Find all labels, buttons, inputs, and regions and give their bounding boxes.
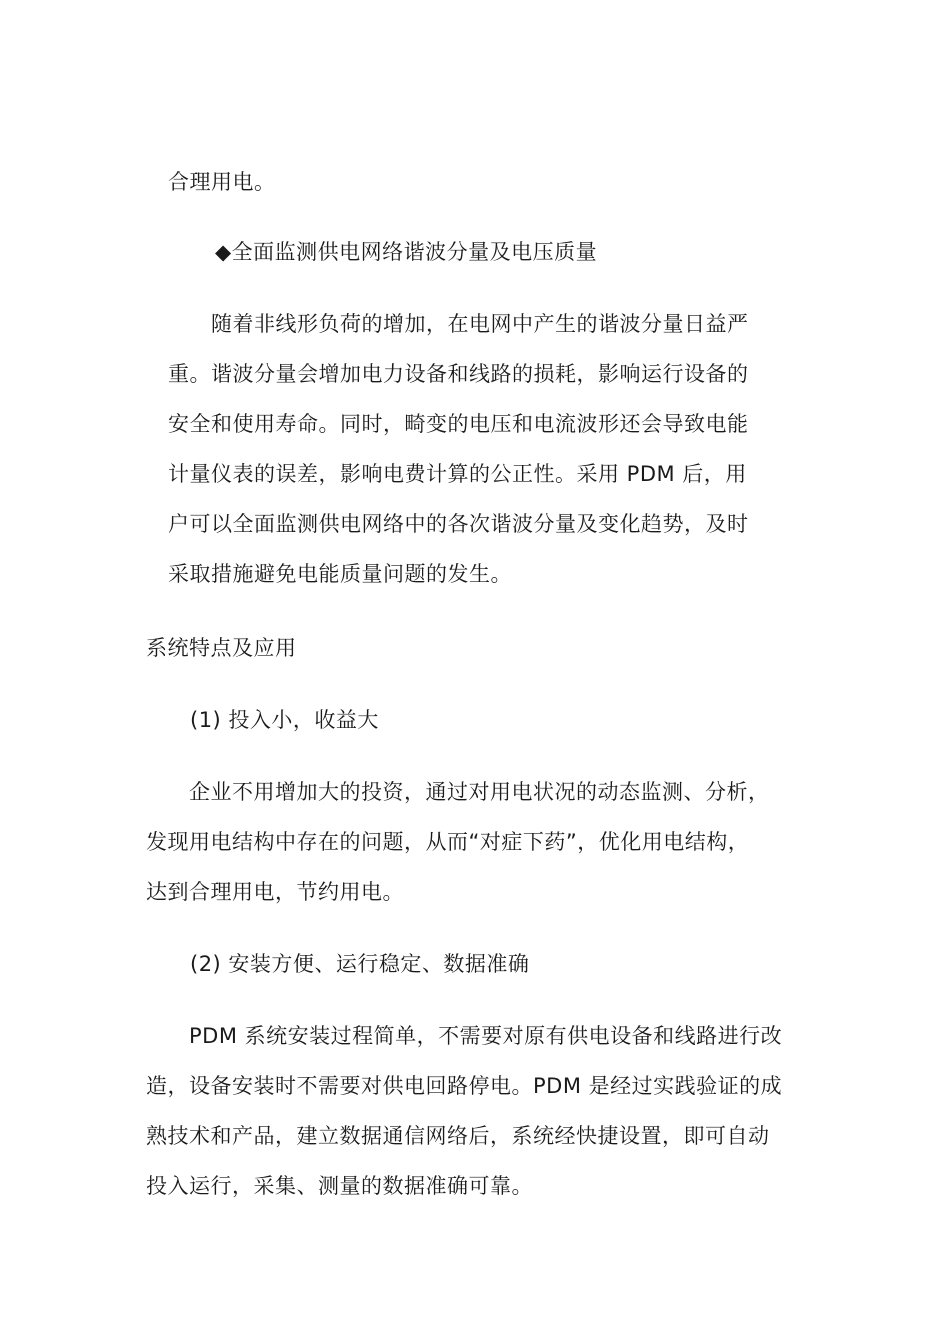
- text-line: 达到合理用电，节约用电。: [146, 880, 404, 904]
- text-line: 安全和使用寿命。同时，畸变的电压和电流波形还会导致电能: [168, 412, 749, 436]
- text-line: 重。谐波分量会增加电力设备和线路的损耗，影响运行设备的: [168, 362, 749, 386]
- text-line: 发现用电结构中存在的问题，从而“对症下药”，优化用电结构，: [146, 830, 750, 854]
- text-line: 熟技术和产品，建立数据通信网络后，系统经快捷设置，即可自动: [146, 1124, 770, 1148]
- text-line: 计量仪表的误差，影响电费计算的公正性。采用 PDM 后，用: [168, 462, 747, 486]
- text-line: 投入运行，采集、测量的数据准确可靠。: [146, 1174, 533, 1198]
- item-2-body: [146, 1011, 782, 1211]
- text-line: 随着非线形负荷的增加，在电网中产生的谐波分量日益严: [211, 312, 749, 336]
- text-line: 户可以全面监测供电网络中的各次谐波分量及变化趋势，及时: [168, 512, 749, 536]
- paragraph-continuation: [168, 157, 276, 207]
- text-line: 采取措施避免电能质量问题的发生。: [168, 562, 512, 586]
- paragraph-harmonics: [168, 299, 749, 599]
- item-1-title: [190, 695, 379, 745]
- text-line: 合理用电。: [168, 170, 276, 194]
- text-line: 企业不用增加大的投资，通过对用电状况的动态监测、分析，: [189, 780, 770, 804]
- text-line: (2) 安装方便、运行稳定、数据准确: [190, 952, 530, 976]
- text-line: ◆全面监测供电网络谐波分量及电压质量: [215, 240, 598, 264]
- text-line: PDM 系统安装过程简单，不需要对原有供电设备和线路进行改: [189, 1024, 783, 1048]
- text-line: 系统特点及应用: [146, 636, 297, 660]
- text-line: (1) 投入小，收益大: [190, 708, 379, 732]
- bullet-heading: [215, 227, 597, 277]
- section-heading: [146, 623, 297, 673]
- item-1-body: [146, 767, 770, 917]
- item-2-title: [190, 939, 529, 989]
- text-line: 造，设备安装时不需要对供电回路停电。PDM 是经过实践验证的成: [146, 1074, 783, 1098]
